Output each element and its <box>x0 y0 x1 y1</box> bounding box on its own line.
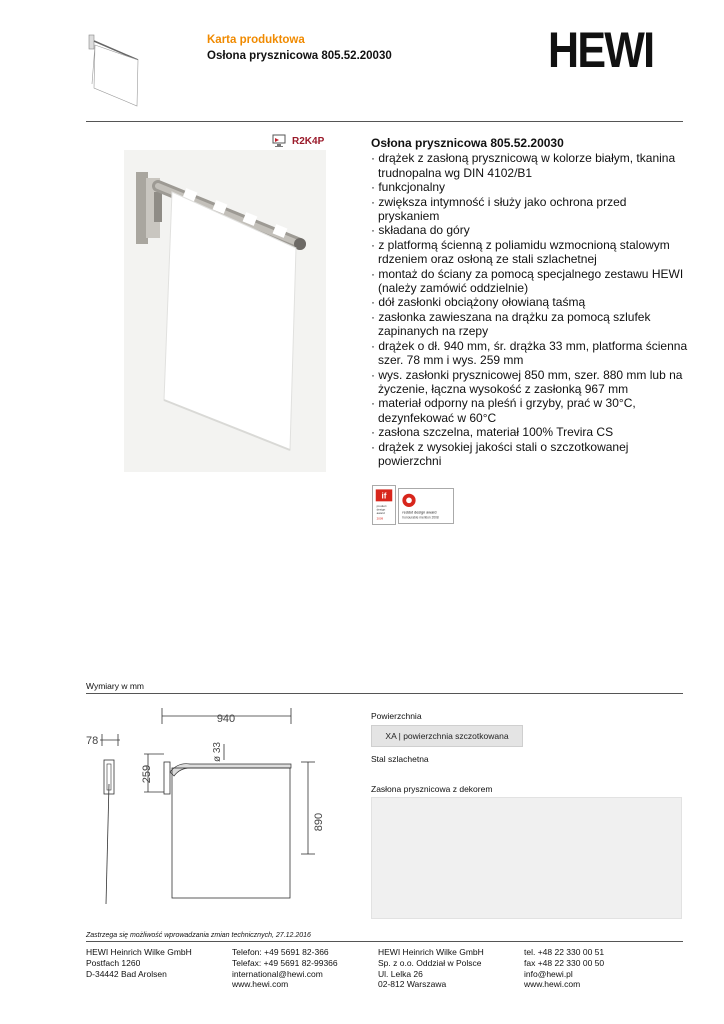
footer-line: HEWI Heinrich Wilke GmbH <box>378 947 484 957</box>
footer-line: Telefax: +49 5691 82-99366 <box>232 957 338 968</box>
dimensions-label: Wymiary w mm <box>86 681 144 691</box>
award-if-line: award <box>376 511 385 516</box>
dimension-drawing <box>86 704 336 914</box>
footer-email-link[interactable]: info@hewi.pl <box>524 968 573 979</box>
if-design-award-logo <box>372 485 396 525</box>
product-photo <box>124 150 326 472</box>
product-title: Osłona prysznicowa 805.52.20030 <box>371 136 564 150</box>
award-if-line: 2009 <box>376 516 384 521</box>
feature-item: · funkcjonalny <box>371 180 446 195</box>
depth-dimension: 78 <box>86 735 99 747</box>
feature-item: · zasłona szczelna, materiał 100% Trevira CS <box>371 425 614 440</box>
award-if-line: design <box>376 507 386 512</box>
feature-item: · montaż do ściany za pomocą specjalnego zestawu HEWI (należy zamówić oddzielnie) <box>371 266 684 296</box>
document-type: Karta produktowa <box>207 34 305 46</box>
feature-item: · drążek o dł. 940 mm, śr. drążka 33 mm, platforma ścienna szer. 78 mm i wys. 259 mm <box>371 338 688 368</box>
footer-column-poland <box>378 947 484 990</box>
footer-line: D-34442 Bad Arolsen <box>86 968 167 979</box>
header-product-title: Osłona prysznicowa 805.52.20030 <box>207 50 392 62</box>
curtain-decor-swatch <box>371 797 682 919</box>
feature-item: · wys. zasłonki prysznicowej 850 mm, szer. 880 mm lub na życzenie, łączna wysokość z zasłonką 967 mm <box>371 367 683 396</box>
feature-item: · zwiększa intymność i służy jako ochrona przed pryskaniem <box>371 194 627 224</box>
hewi-logo: HEWI <box>548 22 654 78</box>
feature-item: · zasłonka zawieszana na drążku za pomocą szlufek zapinanych na rzepy <box>371 309 651 339</box>
header-divider <box>86 121 683 122</box>
footer-line: tel. +48 22 330 00 51 <box>524 947 605 957</box>
footer-website-link[interactable]: www.hewi.com <box>232 979 289 990</box>
footer-email-link[interactable]: international@hewi.com <box>232 968 323 979</box>
curtain-decor-label: Zasłona prysznicowa z dekorem <box>371 784 493 794</box>
product-description <box>371 136 689 468</box>
monitor-icon <box>272 134 286 148</box>
footer-column-contact <box>232 947 338 990</box>
width-dimension: 940 <box>216 713 236 725</box>
footer-line: HEWI Heinrich Wilke GmbH <box>86 947 192 957</box>
disclaimer: Zastrzega się możliwość wprowadzania zmian technicznych, 27.12.2016 <box>86 932 311 939</box>
product-code-label: R2K4P <box>292 135 325 147</box>
feature-item: · składana do góry <box>371 223 470 238</box>
footer-website-link[interactable]: www.hewi.com <box>524 979 581 990</box>
material-label: Stal szlachetna <box>371 754 429 764</box>
curtain-height-dimension: 890 <box>313 812 325 832</box>
footer-column-company <box>86 947 192 979</box>
footer-line: fax +48 22 330 00 50 <box>524 957 605 968</box>
product-code <box>272 134 324 148</box>
footer-line: Postfach 1260 <box>86 957 141 968</box>
surface-swatch[interactable]: XA | powierzchnia szczotkowana <box>371 725 523 747</box>
diameter-dimension: ø 33 <box>212 741 223 763</box>
feature-item: · dół zasłonki obciążony ołowianą taśmą <box>371 295 586 310</box>
footer-line: Ul. Lelka 26 <box>378 968 423 979</box>
footer-line: Sp. z o.o. Oddział w Polsce <box>378 957 482 968</box>
footer-line: 02-812 Warszawa <box>378 979 447 990</box>
feature-item: · drążek z wysokiej jakości stali o szczotkowanej powierzchni <box>371 439 629 468</box>
surface-label: Powierzchnia <box>371 711 422 721</box>
footer-column-poland-contact <box>524 947 604 990</box>
product-thumbnail <box>86 32 142 108</box>
dimensions-divider <box>86 693 683 694</box>
platform-height-dimension: 259 <box>141 764 153 784</box>
reddot-award-logo <box>398 488 454 524</box>
footer-line: Telefon: +49 5691 82-366 <box>232 947 329 957</box>
footer-divider <box>86 941 683 942</box>
award-if-line: product <box>376 503 387 508</box>
reddot-sub-text: honourable mention 2008 <box>402 515 439 520</box>
svg-text:if: if <box>381 491 387 501</box>
feature-item: · materiał odporny na pleśń i grzyby, prać w 30°C, dezynfekować w 60°C <box>371 396 636 425</box>
feature-item: · z platformą ścienną z poliamidu wzmocnioną stalowym rdzeniem oraz osłoną ze stali szlachetnej <box>371 237 670 267</box>
feature-item: · drążek z zasłoną prysznicową w kolorze białym, tkanina trudnopalna wg DIN 4102/B1 <box>371 151 676 180</box>
reddot-brand-text: reddot design award <box>402 510 437 515</box>
